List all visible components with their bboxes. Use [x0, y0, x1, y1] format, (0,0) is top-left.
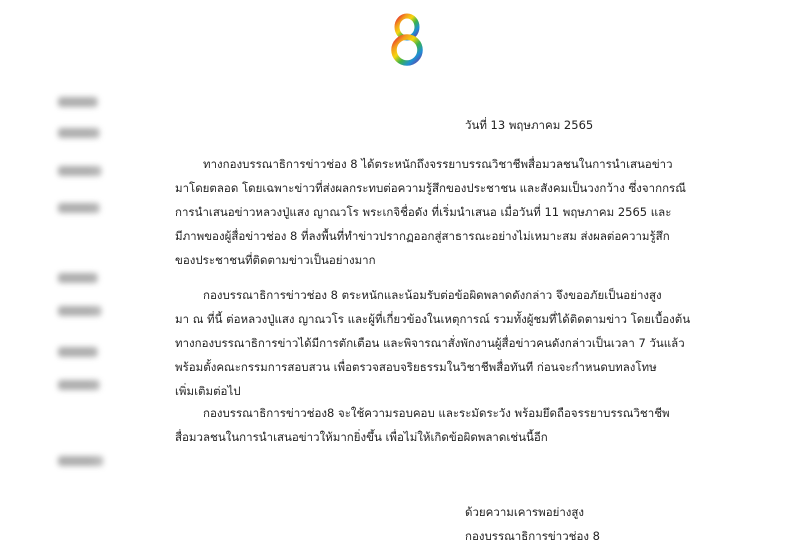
paragraph-line: ของประชาชนที่ติดตามข่าวเป็นอย่างมาก — [175, 253, 376, 267]
blurred-text-line — [58, 128, 100, 138]
signature-line: กองบรรณาธิการข่าวช่อง 8 — [465, 529, 600, 543]
paragraph-line: เพิ่มเติมต่อไป — [175, 384, 241, 398]
closing-block — [465, 500, 600, 546]
blurred-text-line — [58, 97, 98, 107]
paragraph-line: มา ณ ที่นี้ ต่อหลวงปู่แสง ญาณวโร และผู้ที่เกี่ยวข้องในเหตุการณ์ รวมทั้งผู้ชมที่ได้ติดตามข่าว โดยเบื้องต้น — [175, 312, 691, 326]
statement-document — [125, 0, 691, 546]
blurred-text-line — [58, 456, 104, 466]
blurred-text-line — [58, 273, 98, 283]
blurred-text-line — [58, 306, 102, 316]
paragraph-line: มีภาพของผู้สื่อข่าวช่อง 8 ที่ลงพื้นที่ทำข่าวปรากฏออกสู่สาธารณะอย่างไม่เหมาะสม ส่งผลต่อความรู้สึก — [175, 229, 670, 243]
paragraph-line: ทางกองบรรณาธิการข่าวช่อง 8 ได้ตระหนักถึงจรรยาบรรณวิชาชีพสื่อมวลชนในการนำเสนอข่าว — [203, 157, 673, 171]
blurred-text-line — [58, 347, 98, 357]
channel-8-logo-icon — [390, 12, 424, 66]
paragraph-line: ทางกองบรรณาธิการข่าวได้มีการตักเตือน และพิจารณาสั่งพักงานผู้สื่อข่าวคนดังกล่าวเป็นเวลา 7 วันแล้ว — [175, 336, 685, 350]
paragraph-line: พร้อมตั้งคณะกรรมการสอบสวน เพื่อตรวจสอบจริยธรรมในวิชาชีพสื่อทันที ก่อนจะกำหนดบทลงโทษ — [175, 360, 657, 374]
paragraph-line: การนำเสนอข่าวหลวงปู่แสง ญาณวโร พระเกจิชื่อดัง ที่เริ่มนำเสนอ เมื่อวันที่ 11 พฤษภาคม 2565 และ — [175, 205, 672, 219]
statement-paragraph-2 — [175, 283, 691, 403]
paragraph-line: กองบรรณาธิการข่าวช่อง 8 ตระหนักและน้อมรับต่อข้อผิดพลาดดังกล่าว จึงขออภัยเป็นอย่างสูง — [203, 288, 662, 302]
paragraph-line: กองบรรณาธิการข่าวช่อง8 จะใช้ความรอบคอบ และระมัดระวัง พร้อมยึดถือจรรยาบรรณวิชาชีพ — [203, 406, 670, 420]
statement-paragraph-1 — [175, 152, 686, 272]
blurred-text-line — [58, 380, 100, 390]
closing-salutation: ด้วยความเคารพอย่างสูง — [465, 505, 585, 519]
document-date: วันที่ 13 พฤษภาคม 2565 — [465, 118, 594, 132]
blurred-text-line — [58, 166, 102, 176]
statement-paragraph-3 — [175, 401, 670, 449]
blurred-text-line — [58, 203, 100, 213]
paragraph-line: สื่อมวลชนในการนำเสนอข่าวให้มากยิ่งขึ้น เพื่อไม่ให้เกิดข้อผิดพลาดเช่นนี้อีก — [175, 430, 548, 444]
paragraph-line: มาโดยตลอด โดยเฉพาะข่าวที่ส่งผลกระทบต่อความรู้สึกของประชาชน และสังคมเป็นวงกว้าง ซึ่งจากกรณี — [175, 181, 686, 195]
